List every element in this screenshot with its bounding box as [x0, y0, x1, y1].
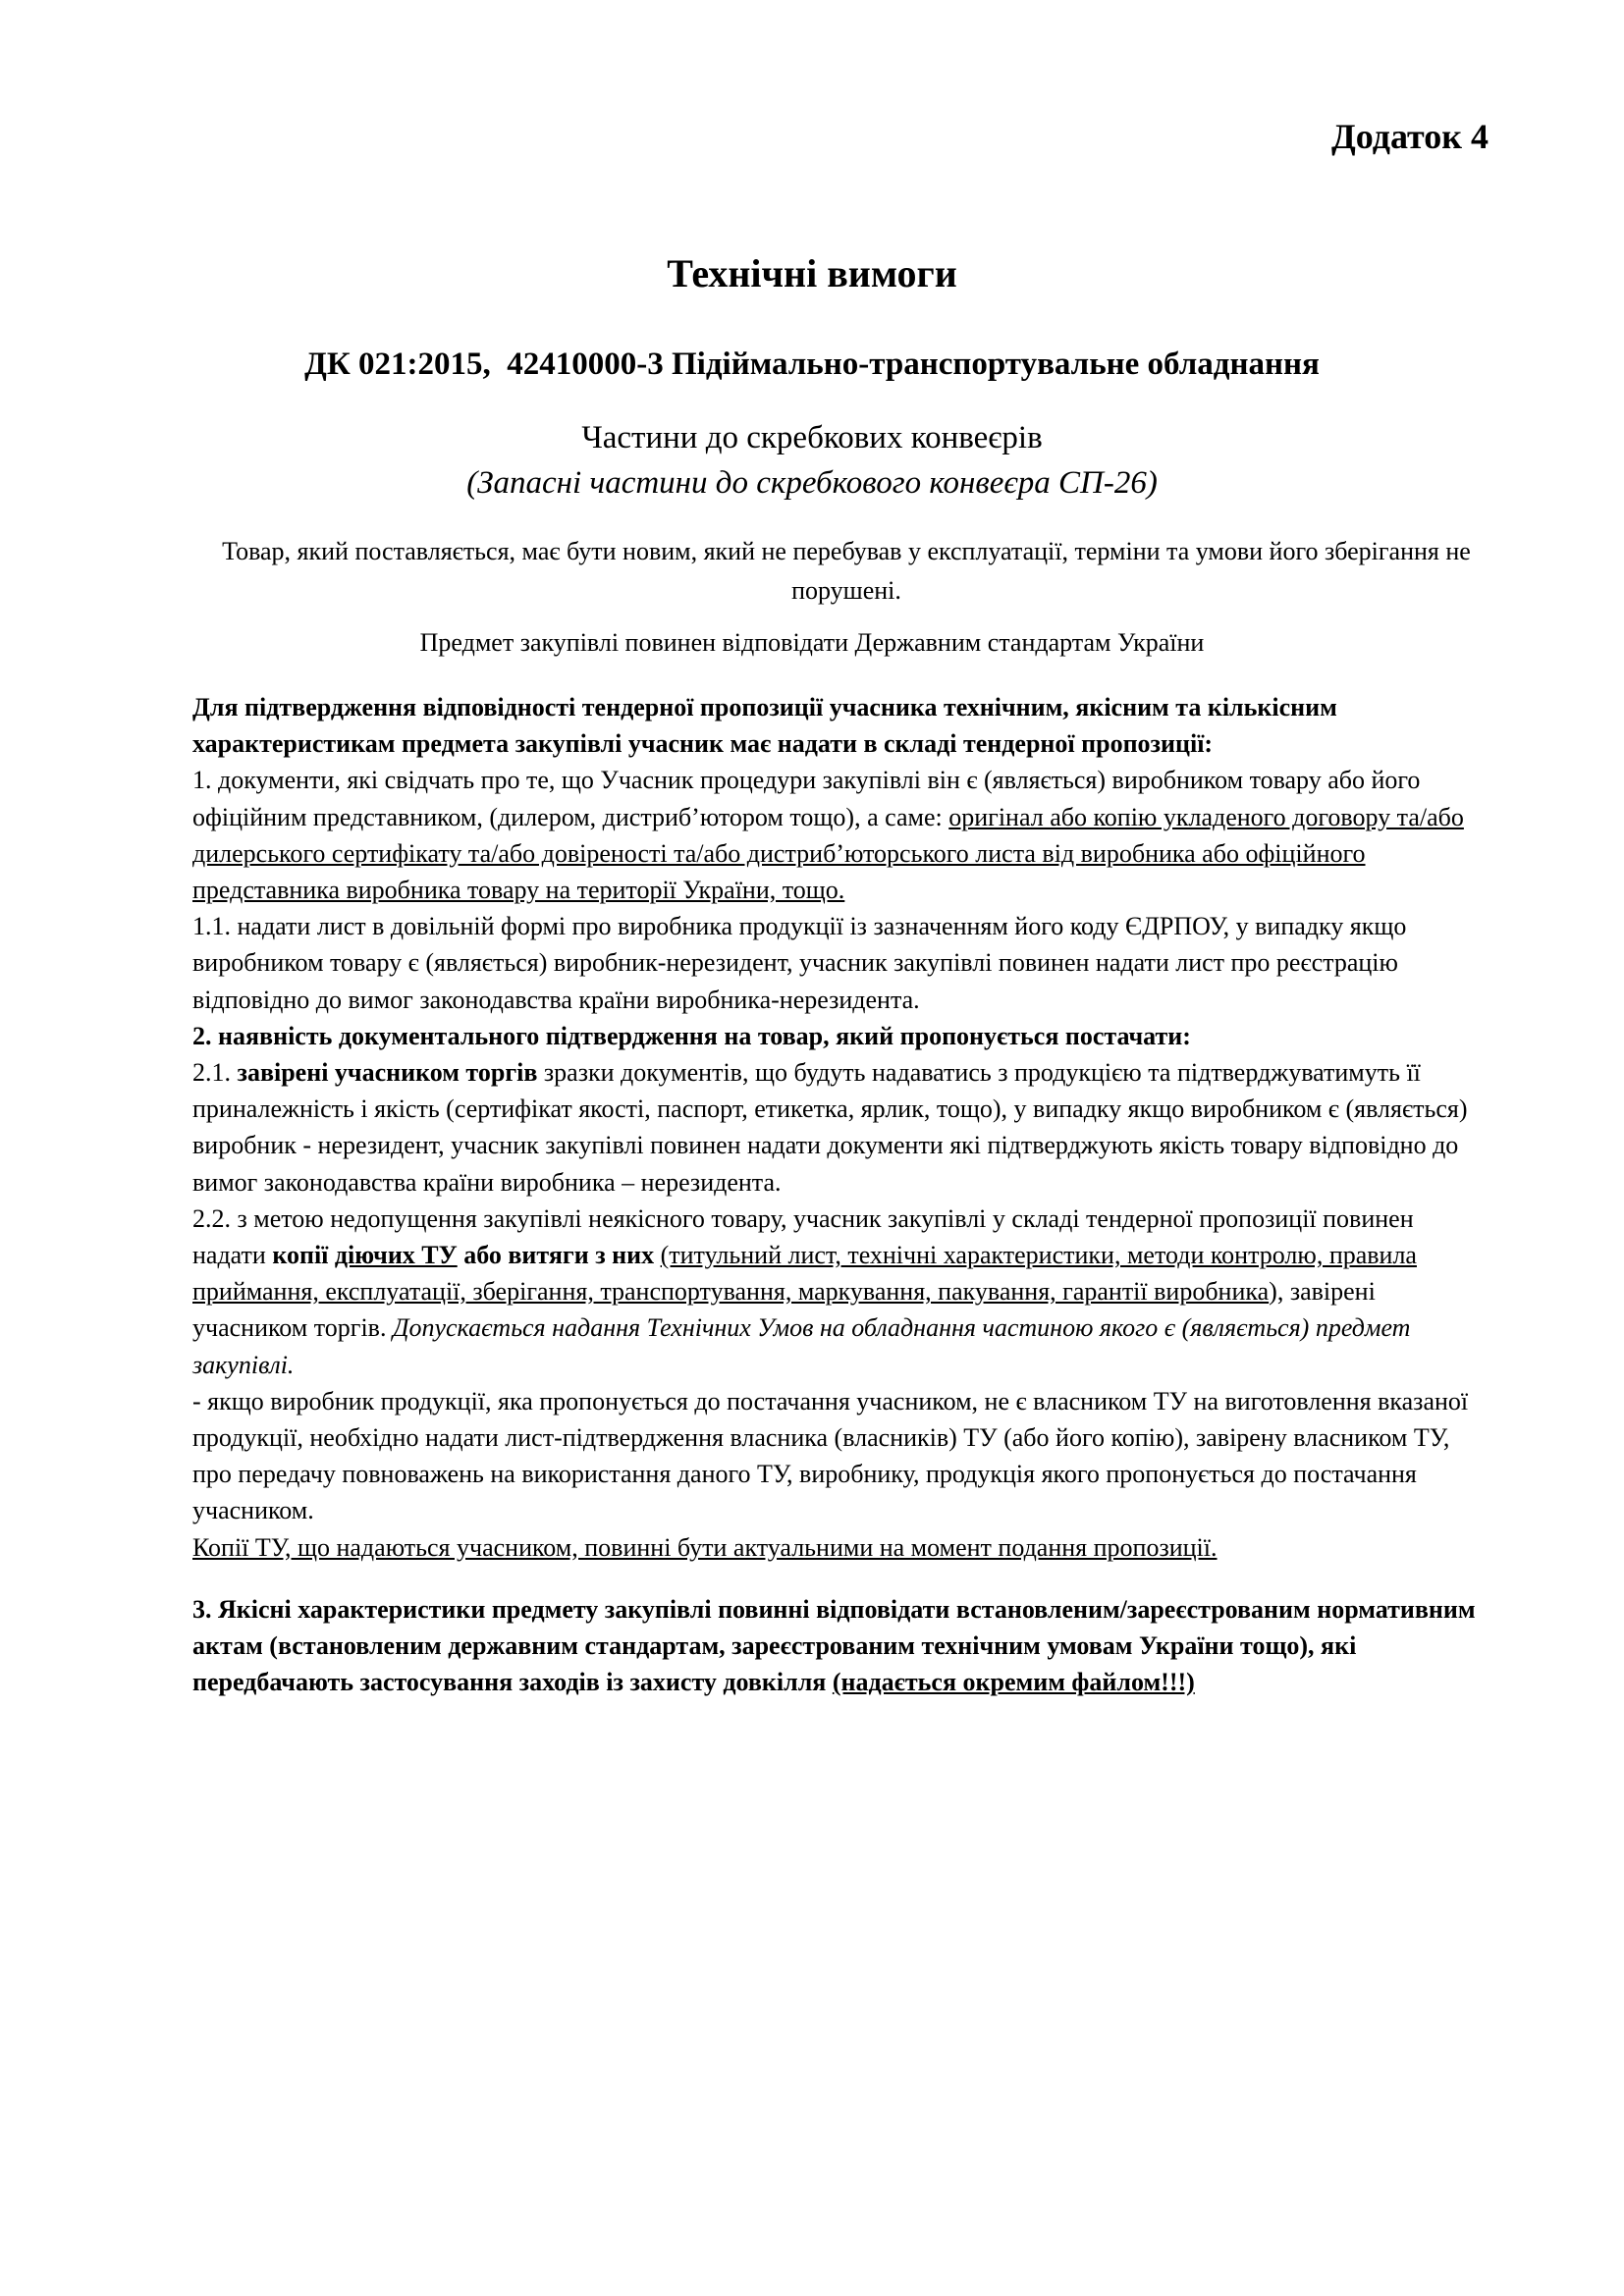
requirements-heading: Для підтвердження відповідності тендерної пропозиції учасника технічним, якісним та кількісним характеристикам предмета закупівлі учасник має надати в складі тендерної пропозиції:: [192, 693, 1337, 759]
requirements-body: [192, 689, 1489, 1700]
owner-paragraph: - якщо виробник продукції, яка пропонується до постачання учасником, не є власником ТУ на виготовлення вказаної продукції, необхідно надати лист-підтвердження власника (власників) ТУ (або його копію), завірену власником ТУ, про передачу повноважень на використання даного ТУ, виробнику, продукція якого пропонується до постачання учасником.: [192, 1386, 1469, 1525]
subtitle-block: [0, 415, 1624, 506]
intro-paragraph: Товар, який поставляється, має бути новим, який не перебував у експлуатації, терміни та умови його зберігання не порушені.: [222, 537, 1471, 605]
item-3: [192, 1591, 1489, 1701]
item-1-text: 1. документи, які свідчать про те, що Учасник процедури закупівлі він є (являється) виробником товару або його офіційним представником, (дилером, дистриб’ютором тощо), а саме:: [192, 766, 1421, 831]
item-2: 2. наявність документального підтвердження на товар, який пропонується постачати:: [192, 1021, 1191, 1050]
item-2-1: [192, 1054, 1489, 1201]
subtitle-italic: (Запасні частини до скребкового конвеєра СП-26): [466, 465, 1158, 501]
item-3-text: 3. Якісні характеристики предмету закупівлі повинні відповідати встановленим/зареєстрованим нормативним актам (встановленим державним стандартам, зареєстрованим технічним умовам України тощо), які передбачають застосування заходів із захисту довкілля: [192, 1594, 1476, 1697]
appendix-label: Додаток 4: [1331, 117, 1489, 156]
standards-paragraph: Предмет закупівлі повинен відповідати Державним стандартам України: [419, 628, 1205, 657]
page-title: Технічні вимоги: [667, 251, 957, 295]
spacer: [192, 1566, 1489, 1591]
item-3-underlined: (надається окремим файлом!!!): [832, 1668, 1195, 1697]
dk-classification-line: ДК 021:2015, 42410000-3 Підіймально-транспортувальне обладнання: [304, 347, 1320, 382]
item-2-1-rest: зразки документів, що будуть надаватись з продукцією та підтверджуватимуть її приналежність і якість (сертифікат якості, паспорт, етикетка, ярлик, тощо), у випадку якщо виробником є (являється) виробник - нерезидент, учасник закупівлі повинен надати документи які підтверджують якість товару відповідно до вимог законодавства країни виробника – нерезидента.: [192, 1058, 1468, 1197]
subtitle: Частини до скребкових конвеєрів: [581, 420, 1043, 455]
item-2-2-bold1: копії: [272, 1241, 335, 1270]
item-2-2-bold-underlined: діючих ТУ: [334, 1241, 458, 1270]
item-2-2-prefix: 2.2. з метою недопущення закупівлі неякісного товару, учасник закупівлі у складі тендерної пропозиції повинен надати: [192, 1203, 1414, 1270]
item-1-1: 1.1. надати лист в довільній формі про виробника продукції із зазначенням його коду ЄДРПОУ, у випадку якщо виробником товару є (являється) виробник-нерезидент, учасник закупівлі повинен надати лист про реєстрацію відповідно до вимог законодавства країни виробника-нерезидента.: [192, 912, 1407, 1014]
copies-paragraph: Копії ТУ, що надаються учасником, повинні бути актуальними на момент подання пропозиції.: [192, 1532, 1218, 1562]
item-1-underlined: оригінал або копію укладеного договору та/або дилерського сертифікату та/або довіреності та/або дистриб’юторського листа від виробника або офіційного представника виробника товару на території України, тощо.: [192, 802, 1464, 905]
item-2-2-underlined: (титульний лист, технічні характеристики, методи контролю, правила приймання, експлуатації, зберігання, транспортування, маркування, пакування, гарантії виробника: [192, 1241, 1417, 1307]
item-2-2: [192, 1201, 1489, 1383]
item-2-1-bold: завірені учасником торгів: [237, 1058, 538, 1088]
item-2-2-italic: Допускається надання Технічних Умов на обладнання частиною якого є (являється) предмет закупівлі.: [192, 1313, 1411, 1379]
item-2-2-bold2: або витяги з них: [457, 1241, 655, 1270]
item-2-1-prefix: 2.1.: [192, 1058, 238, 1088]
item-2-2-after: ), завірені учасником торгів.: [192, 1277, 1376, 1343]
item-1: [192, 762, 1489, 908]
